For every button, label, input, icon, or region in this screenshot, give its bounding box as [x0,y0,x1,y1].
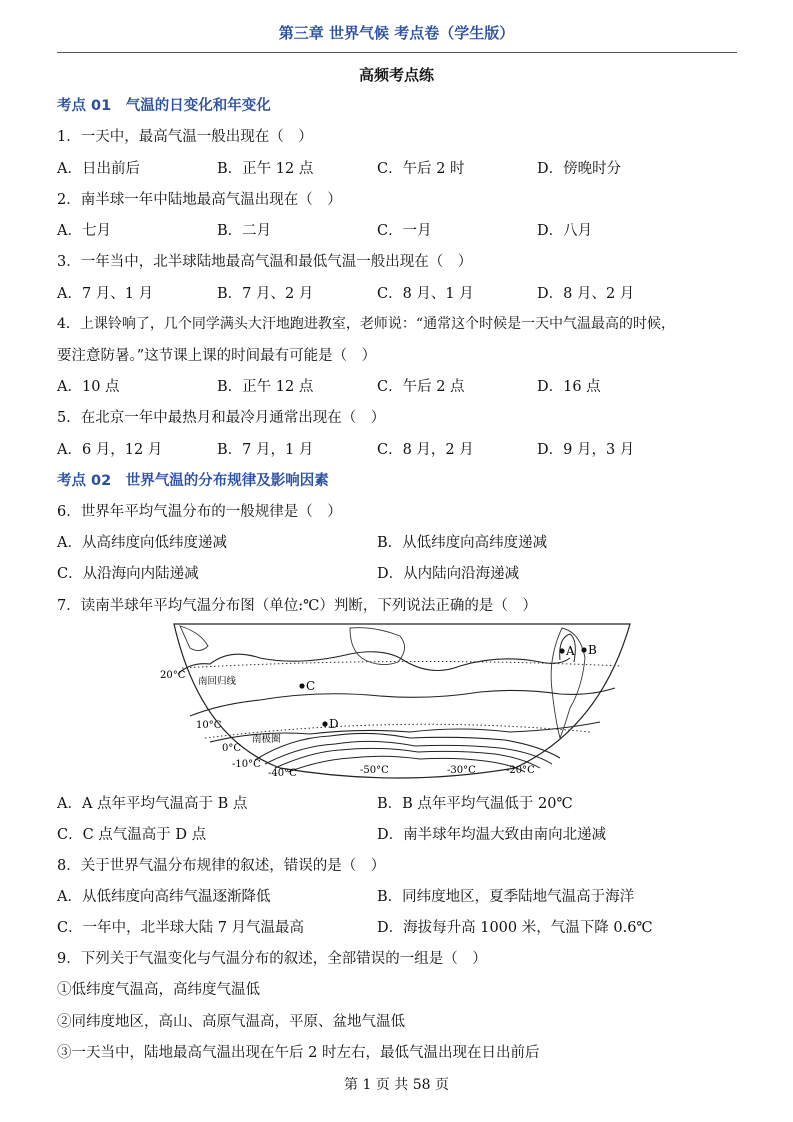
antarctic-circle-label: 南极圈 [252,734,281,745]
statement-2: ②同纬度地区，高山、高原气温高，平原、盆地气温低 [57,1014,405,1030]
header-rule [57,52,737,53]
option-1c: C．午后 2 时 [377,161,465,177]
option-4d: D．16 点 [537,379,601,395]
option-3b: B．7 月、2 月 [217,286,314,302]
question-8: 8．关于世界气温分布规律的叙述，错误的是（ ） [57,858,386,874]
question-2: 2．南半球一年中陆地最高气温出现在（ ） [57,192,342,208]
isotherm-label-minus40: -40°C [268,768,297,779]
question-1: 1．一天中，最高气温一般出现在（ ） [57,129,313,145]
label-c: C [306,679,316,693]
option-5b: B．7 月，1 月 [217,442,314,458]
option-4c: C．午后 2 点 [377,379,465,395]
option-1a: A．日出前后 [57,161,140,177]
option-3d: D．8 月、2 月 [537,286,635,302]
option-8d: D．海拔每升高 1000 米，气温下降 0.6℃ [377,920,653,936]
isotherm-label-minus30: -30°C [447,765,476,776]
isotherm-label-10: 10°C [196,720,222,731]
isotherm-label-minus10: -10°C [232,759,261,770]
option-3c: C．8 月、1 月 [377,286,474,302]
label-a: A [566,644,575,658]
question-5: 5．在北京一年中最热月和最冷月通常出现在（ ） [57,410,386,426]
question-7: 7．读南半球年平均气温分布图（单位:℃）判断，下列说法正确的是（ ） [57,598,537,614]
question-4-line1: 4．上课铃响了，几个同学满头大汗地跑进教室，老师说：“通常这个时候是一天中气温最高的时候， [57,316,676,332]
question-4-line2: 要注意防暑。”这节课上课的时间最有可能是（ ） [57,348,377,364]
option-4b: B．正午 12 点 [217,379,314,395]
option-8a: A．从低纬度向高纬气温逐渐降低 [57,889,271,905]
point-c [299,683,304,688]
page-footer: 第 1 页 共 58 页 [344,1077,449,1093]
option-8b: B．同纬度地区，夏季陆地气温高于海洋 [377,889,635,905]
option-7c: C．C 点气温高于 D 点 [57,827,207,843]
option-1b: B．正午 12 点 [217,161,314,177]
page-title: 高频考点练 [358,66,434,84]
question-6: 6．世界年平均气温分布的一般规律是（ ） [57,504,342,520]
tropic-label: 南回归线 [198,676,237,687]
option-6c: C．从沿海向内陆递减 [57,566,199,582]
option-3a: A．7 月、1 月 [57,286,154,302]
question-3: 3．一年当中，北半球陆地最高气温和最低气温一般出现在（ ） [57,254,473,270]
option-6a: A．从高纬度向低纬度递减 [57,535,227,551]
option-5c: C．8 月，2 月 [377,442,474,458]
isotherm-label-20: 20°C [160,670,186,681]
statement-1: ①低纬度气温高，高纬度气温低 [57,982,260,998]
section-title-01: 考点 01 气温的日变化和年变化 [57,98,271,114]
option-7b: B．B 点年平均气温低于 20℃ [377,796,573,812]
isotherm-label-minus20: -20°C [506,765,535,776]
isotherm-label-minus50: -50°C [360,765,389,776]
option-6b: B．从低纬度向高纬度递减 [377,535,548,551]
option-8c: C．一年中，北半球大陆 7 月气温最高 [57,920,305,936]
point-b [581,647,586,652]
option-7d: D．南半球年均温大致由南向北递减 [377,827,607,843]
option-1d: D．傍晚时分 [537,161,622,177]
option-2c: C．一月 [377,223,432,239]
statement-3: ③一天当中，陆地最高气温出现在午后 2 时左右，最低气温出现在日出前后 [57,1045,540,1061]
option-2a: A．七月 [57,223,111,239]
option-4a: A．10 点 [57,379,120,395]
label-b: B [588,643,597,657]
southern-hemisphere-temperature-map [160,618,635,783]
label-d: D [329,717,339,731]
section-title-02: 考点 02 世界气温的分布规律及影响因素 [57,473,329,489]
option-5a: A．6 月，12 月 [57,442,163,458]
page-header: 第三章 世界气候 考点卷（学生版） [278,24,515,42]
isotherm-label-0: 0°C [222,743,242,754]
point-a [559,648,564,653]
option-2b: B．二月 [217,223,272,239]
question-9: 9．下列关于气温变化与气温分布的叙述，全部错误的一组是（ ） [57,951,487,967]
option-5d: D．9 月，3 月 [537,442,635,458]
option-7a: A．A 点年平均气温高于 B 点 [57,796,248,812]
option-6d: D．从内陆向沿海递减 [377,566,520,582]
point-d [322,721,327,726]
option-2d: D．八月 [537,223,593,239]
